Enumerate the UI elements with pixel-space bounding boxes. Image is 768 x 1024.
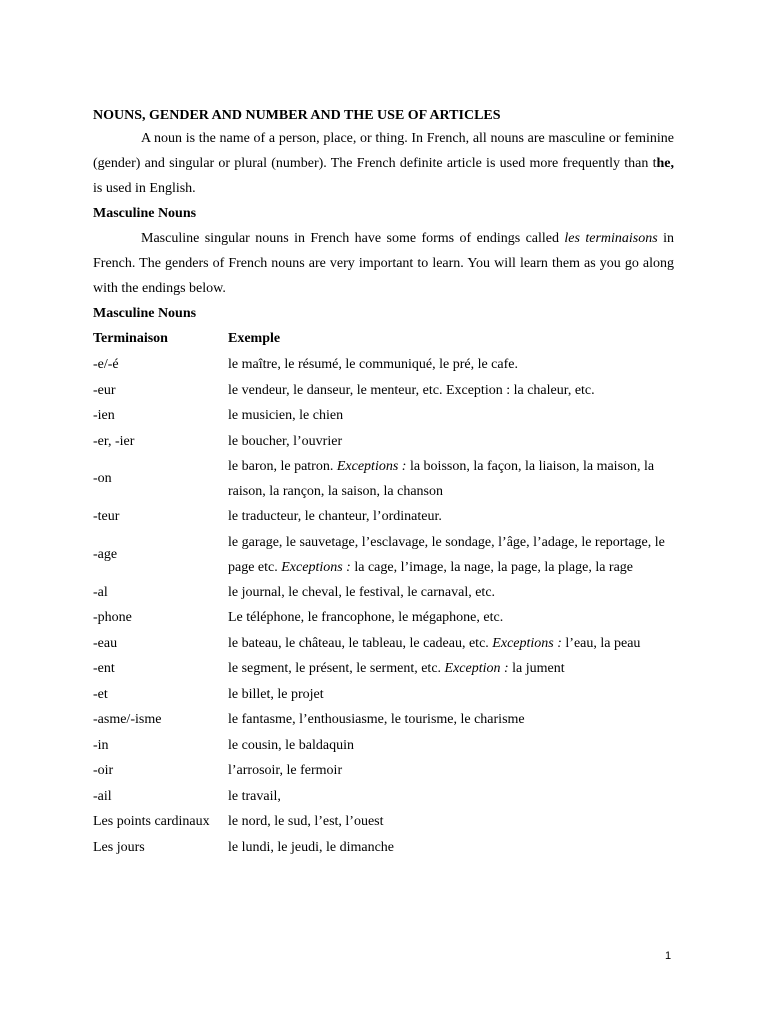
example-cell [228, 403, 674, 429]
ending-cell: -e/-é [93, 357, 119, 372]
ending-cell: -er, -ier [93, 433, 135, 449]
table-row [93, 682, 674, 708]
masculine-text-1: Masculine singular nouns in French have some forms of endings called [141, 231, 565, 246]
exception-text: l’eau, la peau [561, 635, 641, 651]
example-text: le maître, le résumé, le communiqué, le pré, le cafe. [228, 357, 518, 372]
ending-cell: -ail [93, 788, 112, 804]
ending-cell: -phone [93, 610, 132, 625]
table-row [93, 631, 674, 657]
table-header-row [93, 326, 674, 352]
table-row [93, 835, 674, 861]
example-cell [228, 429, 674, 455]
ending-cell: -asme/-isme [93, 712, 162, 727]
example-cell [228, 707, 674, 733]
example-text: le nord, le sud, l’est, l’ouest [228, 814, 384, 829]
table-row [93, 378, 674, 404]
table-row [93, 809, 674, 835]
ending-cell: -ien [93, 408, 115, 423]
ending-cell: -oir [93, 763, 114, 778]
example-text: le lundi, le jeudi, le dimanche [228, 839, 395, 855]
example-text: Le téléphone, le francophone, le mégaphone, etc. [228, 610, 504, 625]
example-text: le fantasme, l’enthousiasme, le tourisme, le charisme [228, 712, 525, 727]
example-cell [228, 580, 674, 606]
ending-cell: -eur [93, 382, 116, 398]
example-text: le baron, le patron. [228, 459, 337, 474]
example-cell [228, 352, 674, 378]
ending-cell: Les jours [93, 839, 145, 855]
table-row [93, 429, 674, 455]
example-text: le cousin, le baldaquin [228, 737, 354, 753]
example-cell [228, 758, 674, 784]
example-cell [228, 835, 674, 861]
table-row [93, 733, 674, 759]
example-cell [228, 784, 674, 810]
example-cell [228, 682, 674, 708]
ending-cell: -on [93, 471, 112, 487]
example-cell [228, 809, 674, 835]
exception-text: la jument [508, 661, 565, 677]
exception-label: Exceptions : [281, 559, 351, 575]
exception-label: Exception : [444, 661, 509, 677]
exception-label: Exceptions : [336, 459, 407, 474]
ending-cell: Les points cardinaux [93, 814, 210, 829]
column-header-exemple: Exemple [228, 331, 281, 346]
table-row [93, 454, 674, 504]
table-row [93, 707, 674, 733]
masculine-italic-text: les terminaisons [564, 231, 658, 246]
example-cell [228, 656, 674, 682]
document-title: NOUNS, GENDER AND NUMBER AND THE USE OF ARTICLES [93, 108, 501, 123]
ending-cell: -et [93, 686, 108, 702]
example-text: le bateau, le château, le tableau, le cadeau, etc. [228, 635, 493, 651]
example-text: le billet, le projet [228, 686, 324, 702]
table-row [93, 758, 674, 784]
section-heading-masculine-nouns: Masculine Nouns [93, 206, 197, 221]
example-cell [228, 733, 674, 759]
example-cell [228, 605, 674, 631]
intro-text-2: is used in English. [93, 181, 196, 196]
table-row [93, 605, 674, 631]
page-number: 1 [665, 950, 672, 962]
document-page [93, 106, 674, 860]
intro-paragraph [93, 126, 674, 201]
example-text: le garage, le sauvetage, l’esclavage, le sondage, l’âge, l’adage, le reportage, le page etc. [228, 534, 665, 575]
exception-label: Exceptions : [492, 635, 562, 651]
exception-text: la boisson, la façon, la liaison, la maison, la raison, la rançon, la saison, la chanson [228, 459, 655, 499]
example-cell [228, 504, 674, 530]
ending-cell: -eau [93, 635, 118, 651]
example-text: le vendeur, le danseur, le menteur, etc. Exception : la chaleur, etc. [228, 382, 595, 398]
example-text: le journal, le cheval, le festival, le carnaval, etc. [228, 584, 496, 600]
table-row [93, 784, 674, 810]
example-text: l’arrosoir, le fermoir [228, 763, 343, 778]
table-row [93, 504, 674, 530]
table-heading: Masculine Nouns [93, 306, 197, 321]
ending-cell: -ent [93, 661, 115, 676]
example-text: le travail, [228, 788, 281, 804]
example-cell [228, 378, 674, 404]
example-text: le traducteur, le chanteur, l’ordinateur. [228, 509, 442, 524]
example-text: le musicien, le chien [228, 408, 344, 423]
ending-cell: -in [93, 737, 109, 753]
table-row [93, 530, 674, 580]
ending-cell: -teur [93, 509, 120, 524]
endings-table [93, 326, 674, 860]
masculine-paragraph [93, 226, 674, 301]
example-cell [228, 631, 674, 657]
intro-text-1: A noun is the name of a person, place, or thing. In French, all nouns are masculine or feminine (gender) and singular or plural (number). The French definite article is used more frequently than t [93, 131, 674, 171]
table-row [93, 656, 674, 682]
intro-bold-text: he, [656, 156, 674, 171]
ending-cell: -al [93, 584, 108, 600]
exception-text: la cage, l’image, la nage, la page, la plage, la rage [350, 559, 634, 575]
example-cell [228, 454, 674, 504]
table-row [93, 580, 674, 606]
example-text: le segment, le présent, le serment, etc. [228, 661, 445, 677]
masculine-text-2: in French. The genders of French nouns are very important to learn. You will learn them as you go along with the endings below. [93, 231, 675, 296]
table-row [93, 403, 674, 429]
ending-cell: -age [93, 546, 118, 562]
column-header-terminaison: Terminaison [93, 331, 168, 346]
example-cell [228, 530, 674, 580]
table-row [93, 352, 674, 378]
example-text: le boucher, l’ouvrier [228, 433, 343, 449]
